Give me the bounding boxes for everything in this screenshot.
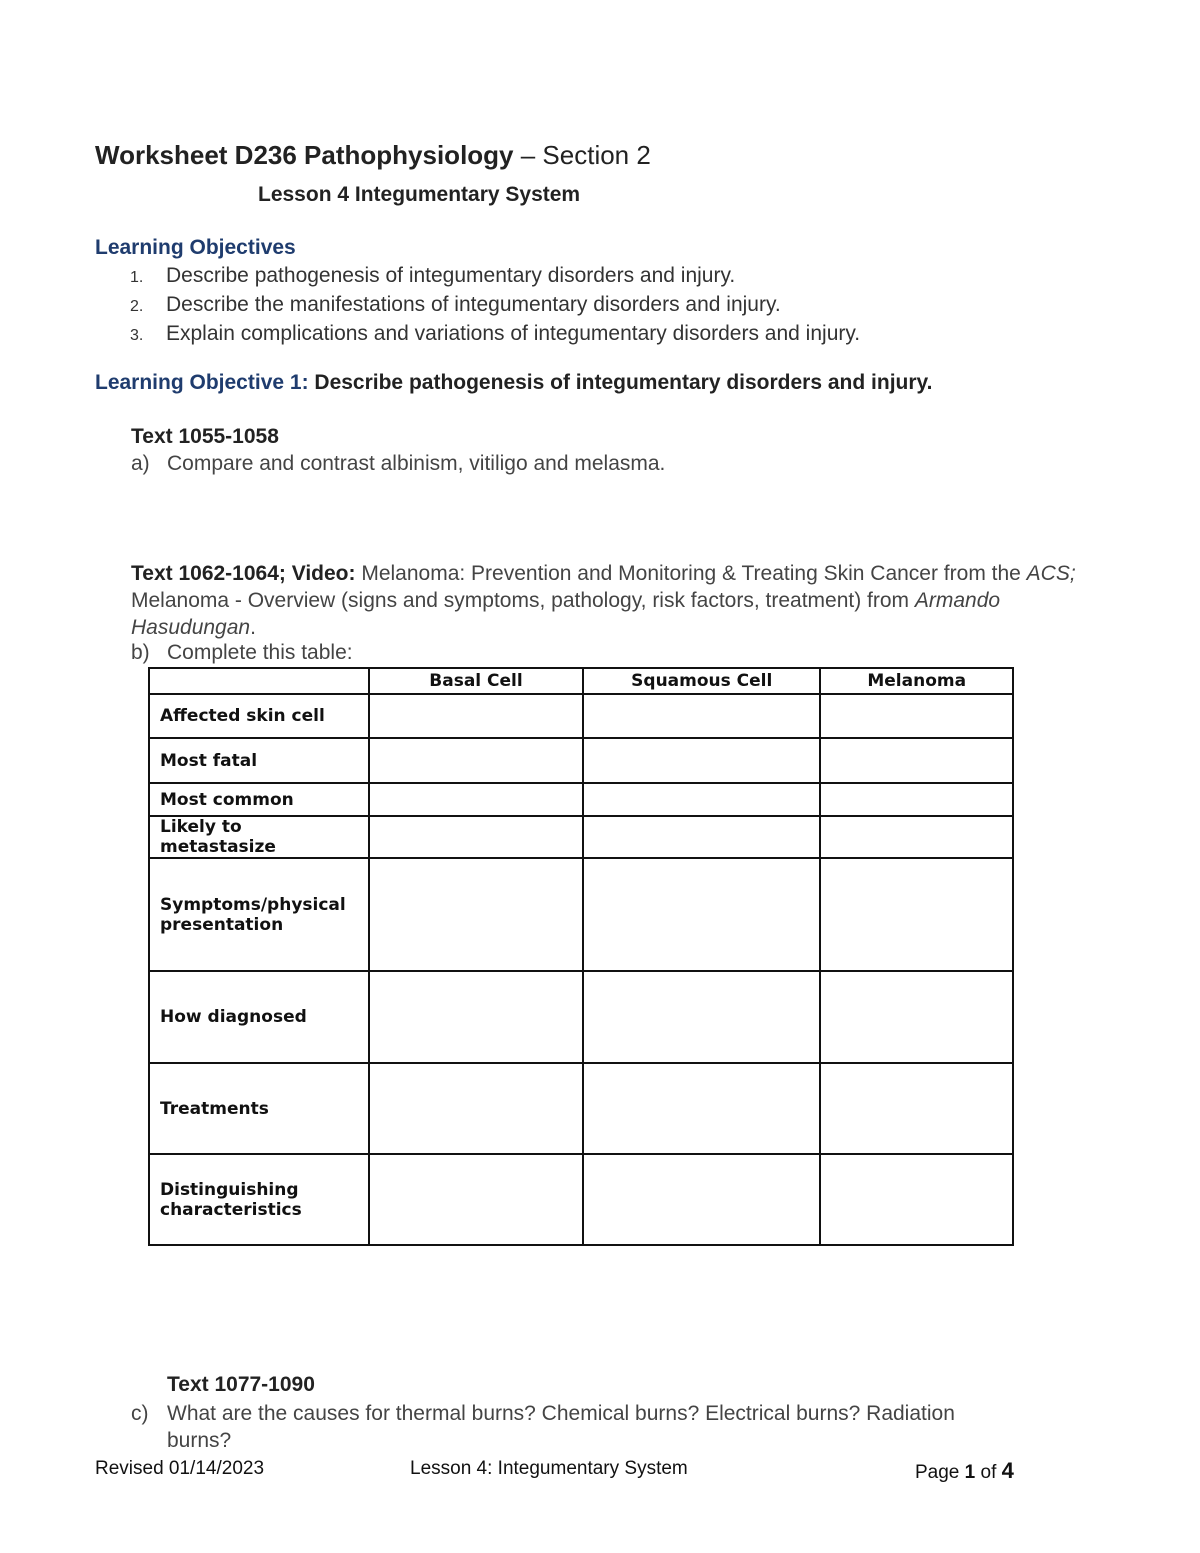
objective-1-label: Learning Objective 1:: [95, 371, 309, 394]
question-b-desc-2: Melanoma - Overview (signs and symptoms, pathology, risk factors, treatment) from: [131, 589, 915, 612]
answer-cell[interactable]: [369, 1154, 583, 1245]
objective-text: Describe the manifestations of integumentary disorders and injury.: [166, 293, 781, 316]
table-row: [149, 694, 1013, 738]
table-row: [149, 1063, 1013, 1154]
question-b-reference: [131, 560, 1111, 641]
footer-revised: Revised 01/14/2023: [95, 1458, 265, 1479]
answer-cell[interactable]: [583, 783, 820, 816]
question-a: [131, 452, 665, 476]
table-header-cell: Basal Cell: [369, 668, 583, 694]
footer-page-label: Page: [915, 1462, 965, 1483]
answer-cell[interactable]: [369, 971, 583, 1063]
question-b: [131, 641, 353, 665]
answer-cell[interactable]: [369, 1063, 583, 1154]
table-header-row: [149, 668, 1013, 694]
objective-1-heading: [95, 371, 932, 395]
table-row: [149, 816, 1013, 858]
question-b-desc-1: Melanoma: Prevention and Monitoring & Treating Skin Cancer from the: [355, 562, 1027, 585]
answer-cell[interactable]: [583, 971, 820, 1063]
answer-cell[interactable]: [820, 816, 1013, 858]
question-b-letter: b): [131, 641, 150, 664]
question-a-text: Compare and contrast albinism, vitiligo and melasma.: [167, 452, 666, 475]
footer-page-total: 4: [1001, 1458, 1014, 1483]
row-label: Most common: [149, 783, 369, 816]
footer-page: [915, 1458, 1014, 1484]
table-row: [149, 1154, 1013, 1245]
table-row: [149, 738, 1013, 783]
table-header-cell: Melanoma: [820, 668, 1013, 694]
objective-number: 1.: [130, 269, 144, 286]
row-label: Distinguishing characteristics: [149, 1154, 369, 1245]
objectives-heading: Learning Objectives: [95, 236, 296, 259]
table-row: [149, 971, 1013, 1063]
objective-item: [130, 262, 860, 291]
answer-cell[interactable]: [369, 738, 583, 783]
question-b-desc-3: .: [250, 616, 256, 639]
answer-cell[interactable]: [820, 738, 1013, 783]
footer-of-label: of: [975, 1462, 1002, 1483]
question-c: [131, 1400, 955, 1454]
title-section: – Section 2: [513, 140, 651, 170]
question-c-reference: Text 1077-1090: [167, 1373, 315, 1396]
objective-item: [130, 320, 860, 349]
answer-cell[interactable]: [583, 738, 820, 783]
lesson-subtitle: Lesson 4 Integumentary System: [258, 183, 581, 206]
question-c-text: What are the causes for thermal burns? Chemical burns? Electrical burns? Radiation: [167, 1402, 955, 1425]
table-header-cell: [149, 668, 369, 694]
objective-number: 3.: [130, 327, 144, 344]
answer-cell[interactable]: [583, 1063, 820, 1154]
table-row: [149, 858, 1013, 971]
objectives-list: [130, 262, 860, 349]
answer-cell[interactable]: [369, 694, 583, 738]
question-c-line-2: burns?: [167, 1429, 232, 1452]
question-b-text: Complete this table:: [167, 641, 353, 664]
answer-cell[interactable]: [583, 816, 820, 858]
answer-cell[interactable]: [820, 971, 1013, 1063]
answer-cell[interactable]: [583, 1154, 820, 1245]
objective-1-text: Describe pathogenesis of integumentary disorders and injury.: [308, 371, 933, 394]
objective-item: [130, 291, 860, 320]
question-a-letter: a): [131, 452, 150, 475]
table-row: [149, 783, 1013, 816]
objective-text: Describe pathogenesis of integumentary disorders and injury.: [166, 264, 736, 287]
answer-cell[interactable]: [820, 1063, 1013, 1154]
footer-lesson: Lesson 4: Integumentary System: [410, 1458, 688, 1479]
answer-cell[interactable]: [583, 694, 820, 738]
answer-cell[interactable]: [820, 1154, 1013, 1245]
question-b-ref-label: Text 1062-1064; Video:: [131, 562, 356, 585]
title-bold: Worksheet D236 Pathophysiology: [95, 140, 514, 170]
row-label: Affected skin cell: [149, 694, 369, 738]
question-b-acs: ACS;: [1026, 562, 1076, 585]
answer-cell[interactable]: [820, 694, 1013, 738]
question-c-letter: c): [131, 1402, 149, 1425]
question-b-author: Armando Hasudungan: [131, 589, 1001, 639]
question-a-reference: Text 1055-1058: [131, 425, 279, 448]
objective-number: 2.: [130, 298, 144, 315]
table-header-cell: Squamous Cell: [583, 668, 820, 694]
answer-cell[interactable]: [820, 858, 1013, 971]
question-c-line-1: [131, 1400, 955, 1427]
row-label: How diagnosed: [149, 971, 369, 1063]
answer-cell[interactable]: [369, 783, 583, 816]
row-label: Symptoms/physical presentation: [149, 858, 369, 971]
row-label: Most fatal: [149, 738, 369, 783]
answer-cell[interactable]: [369, 858, 583, 971]
objective-text: Explain complications and variations of integumentary disorders and injury.: [166, 322, 861, 345]
row-label: Likely to metastasize: [149, 816, 369, 858]
footer-page-number: 1: [964, 1462, 976, 1483]
answer-cell[interactable]: [583, 858, 820, 971]
row-label: Treatments: [149, 1063, 369, 1154]
skin-cancer-table: [148, 667, 1014, 1246]
answer-cell[interactable]: [820, 783, 1013, 816]
page-title: [95, 140, 651, 171]
answer-cell[interactable]: [369, 816, 583, 858]
